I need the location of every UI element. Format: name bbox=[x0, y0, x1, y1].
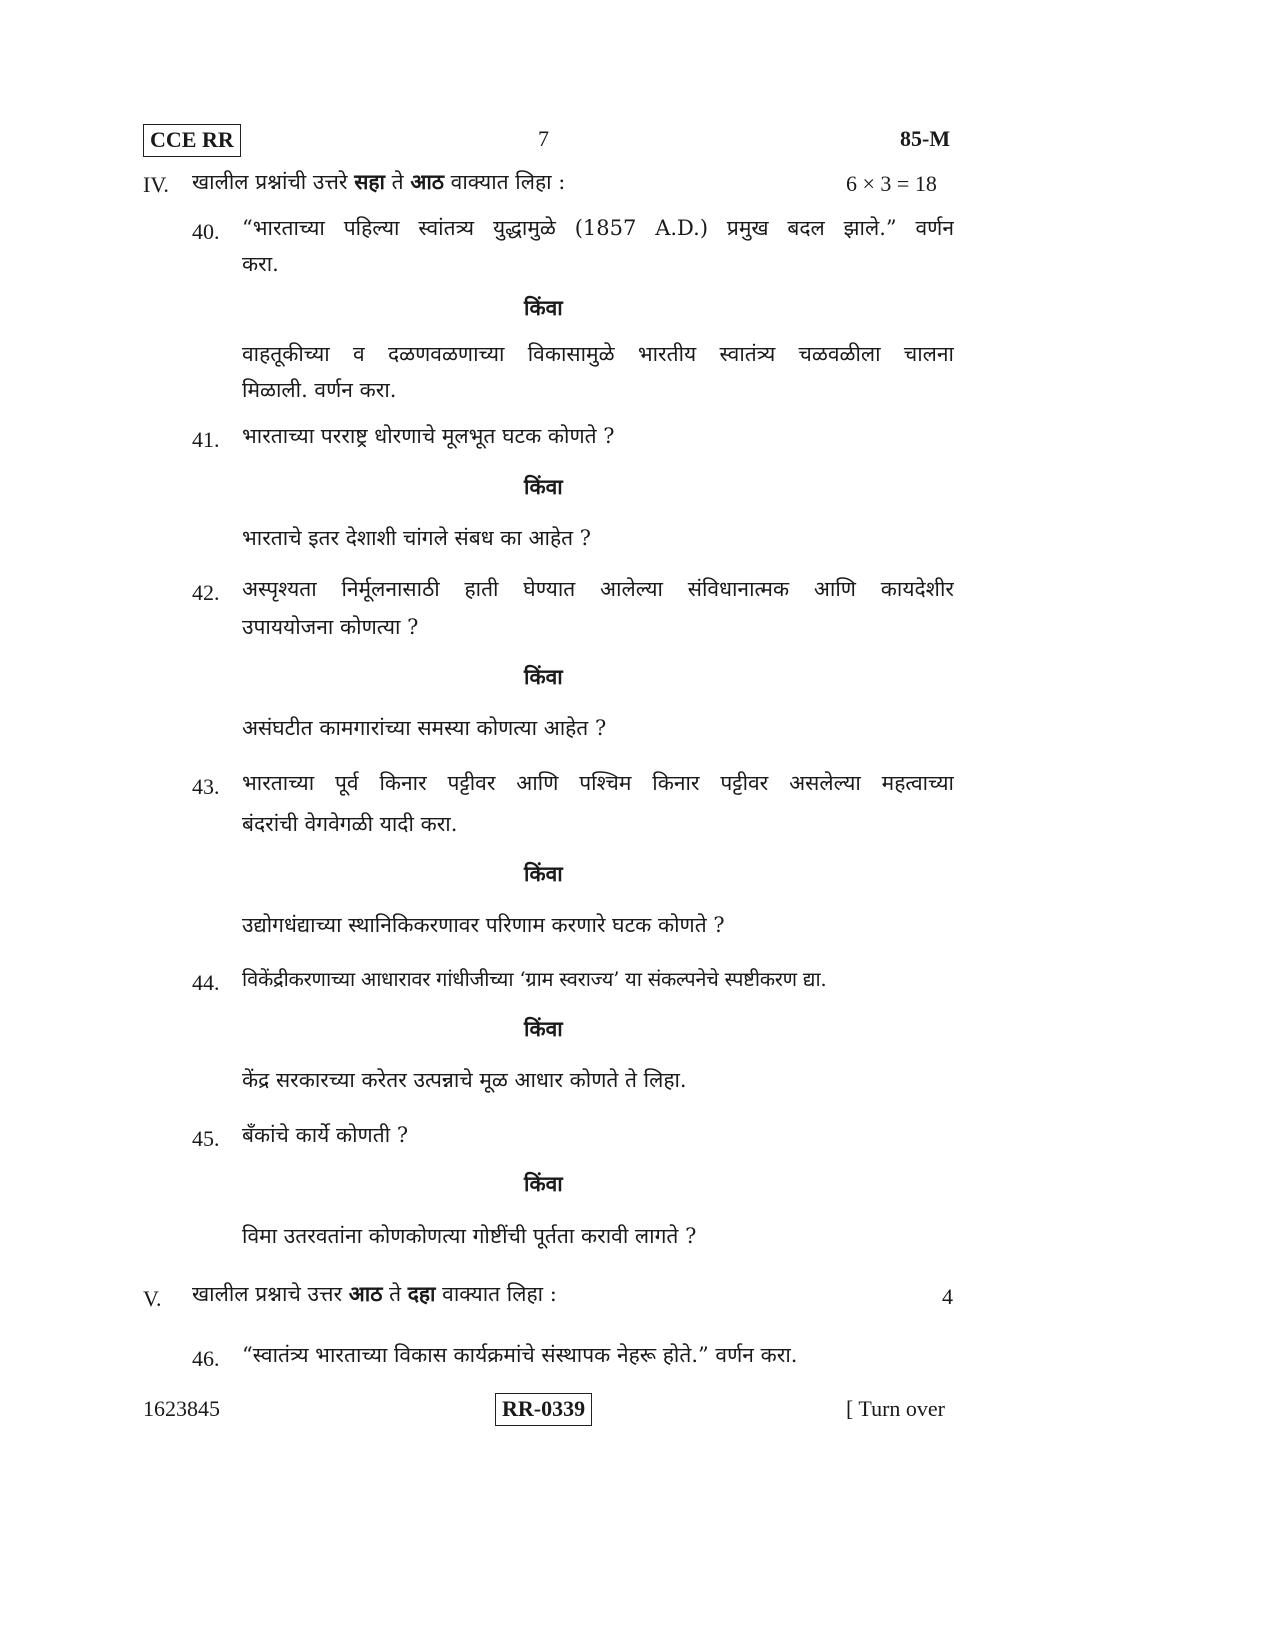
question-number-40: 40. bbox=[192, 219, 220, 244]
section-iv-instruction: खालील प्रश्नांची उत्तरे सहा ते आठ वाक्यात लिहा : bbox=[192, 169, 566, 194]
question-46-line-1: “स्वातंत्र्य भारताच्या विकास कार्यक्रमांचे संस्थापक नेहरू होते.” वर्णन करा. bbox=[242, 1343, 798, 1367]
rr-code-badge: RR-0339 bbox=[495, 1393, 592, 1426]
or-label: किंवा bbox=[524, 1171, 563, 1196]
question-41-alt-line-1: भारताचे इतर देशाशी चांगले संबध का आहेत ? bbox=[242, 526, 592, 550]
section-v-label: V. bbox=[143, 1286, 162, 1311]
turn-over-note: [ Turn over bbox=[846, 1396, 946, 1421]
or-label: किंवा bbox=[524, 474, 563, 499]
or-label: किंवा bbox=[524, 295, 563, 320]
cce-rr-badge: CCE RR bbox=[143, 124, 241, 157]
question-43-alt-line-1: उद्योगधंद्याच्या स्थानिकिकरणावर परिणाम करणारे घटक कोणते ? bbox=[242, 913, 725, 937]
section-iv-marks: 6 × 3 = 18 bbox=[846, 171, 937, 196]
page-number: 7 bbox=[538, 126, 549, 151]
or-label: किंवा bbox=[524, 664, 563, 689]
or-label: किंवा bbox=[524, 861, 563, 886]
question-number-43: 43. bbox=[192, 774, 220, 799]
question-45-alt-line-1: विमा उतरवतांना कोणकोणत्या गोष्टींची पूर्तता करावी लागते ? bbox=[242, 1224, 697, 1248]
question-44-line-1: विकेंद्रीकरणाच्या आधारावर गांधीजीच्या ‘ग्राम स्वराज्य’ या संकल्पनेचे स्पष्टीकरण द्या. bbox=[242, 967, 827, 991]
question-number-41: 41. bbox=[192, 427, 220, 452]
section-v-instruction: खालील प्रश्नाचे उत्तर आठ ते दहा वाक्यात लिहा : bbox=[192, 1281, 557, 1306]
footer-code: 1623845 bbox=[143, 1396, 220, 1421]
question-40-alt-line-2: मिळाली. वर्णन करा. bbox=[242, 378, 397, 402]
question-43-line-2: बंदरांची वेगवेगळी यादी करा. bbox=[242, 812, 458, 836]
question-number-44: 44. bbox=[192, 970, 220, 995]
question-number-45: 45. bbox=[192, 1126, 220, 1151]
question-42-line-2: उपाययोजना कोणत्या ? bbox=[242, 615, 419, 639]
question-40-line-2: करा. bbox=[242, 252, 279, 276]
question-number-46: 46. bbox=[192, 1346, 220, 1371]
section-v-marks: 4 bbox=[942, 1284, 953, 1309]
question-42-alt-line-1: असंघटीत कामगारांच्या समस्या कोणत्या आहेत ? bbox=[242, 716, 607, 740]
question-43-line-1: भारताच्या पूर्व किनार पट्टीवर आणि पश्चिम किनार पट्टीवर असलेल्या महत्वाच्या bbox=[242, 771, 954, 795]
question-number-42: 42. bbox=[192, 580, 220, 605]
question-45-line-1: बँकांचे कार्ये कोणती ? bbox=[242, 1123, 409, 1147]
section-iv-label: IV. bbox=[143, 172, 169, 197]
question-40-alt-line-1: वाहतूकीच्या व दळणवळणाच्या विकासामुळे भारतीय स्वातंत्र्य चळवळीला चालना bbox=[242, 342, 954, 366]
question-42-line-1: अस्पृश्यता निर्मूलनासाठी हाती घेण्यात आलेल्या संविधानात्मक आणि कायदेशीर bbox=[242, 577, 954, 601]
question-44-alt-line-1: केंद्र सरकारच्या करेतर उत्पन्नाचे मूळ आधार कोणते ते लिहा. bbox=[242, 1068, 687, 1092]
question-41-line-1: भारताच्या परराष्ट्र धोरणाचे मूलभूत घटक कोणते ? bbox=[242, 424, 615, 448]
question-40-line-1: “भारताच्या पहिल्या स्वांतत्र्य युद्धामुळे (1857 A.D.) प्रमुख बदल झाले.” वर्णन bbox=[242, 216, 954, 240]
or-label: किंवा bbox=[524, 1016, 563, 1041]
paper-code: 85-M bbox=[900, 126, 951, 151]
